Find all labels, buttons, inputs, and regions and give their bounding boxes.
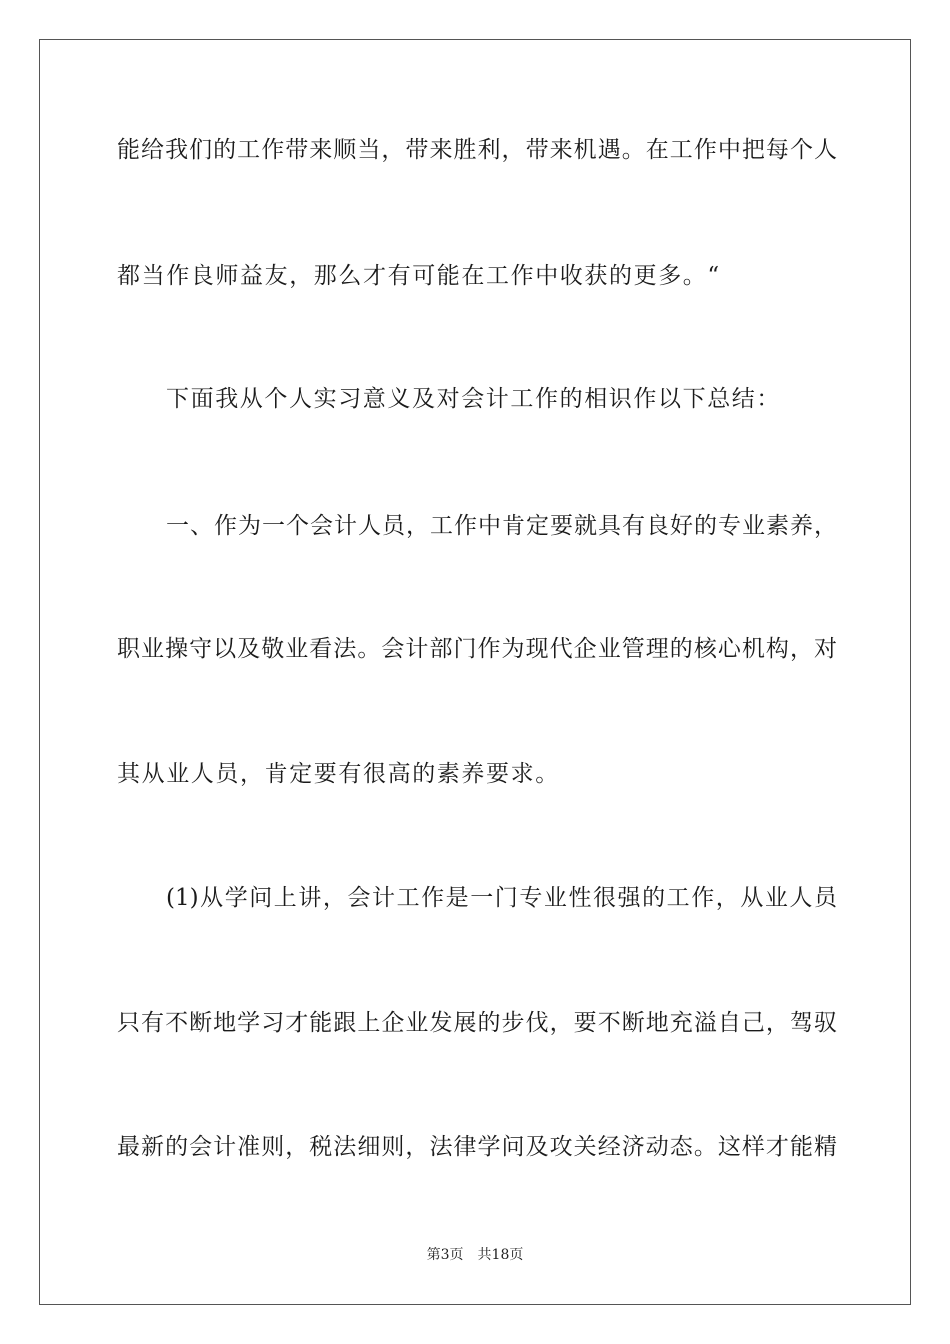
paragraph-line-2: 都当作良师益友，那么才有可能在工作中收获的更多。“ (117, 263, 721, 289)
paragraph-line-4: 一、作为一个会计人员，工作中肯定要就具有良好的专业素养， (166, 513, 837, 539)
paragraph-line-1: 能给我们的工作带来顺当，带来胜利，带来机遇。在工作中把每个人 (117, 137, 837, 163)
page-total: 共18页 (477, 1247, 524, 1263)
page-border (39, 39, 911, 1305)
paragraph-line-6: 其从业人员，肯定要有很高的素养要求。 (117, 761, 560, 787)
page-number: 第3页 (426, 1247, 464, 1263)
page-footer (0, 1245, 950, 1265)
paragraph-line-9: 最新的会计准则，税法细则，法律学问及攻关经济动态。这样才能精 (117, 1134, 837, 1160)
paragraph-line-3: 下面我从个人实习意义及对会计工作的相识作以下总结： (166, 386, 781, 412)
paragraph-line-7: (1)从学问上讲，会计工作是一门专业性很强的工作，从业人员 (166, 885, 837, 911)
paragraph-line-5: 职业操守以及敬业看法。会计部门作为现代企业管理的核心机构，对 (117, 636, 837, 662)
paragraph-line-8: 只有不断地学习才能跟上企业发展的步伐，要不断地充溢自己，驾驭 (117, 1010, 837, 1036)
